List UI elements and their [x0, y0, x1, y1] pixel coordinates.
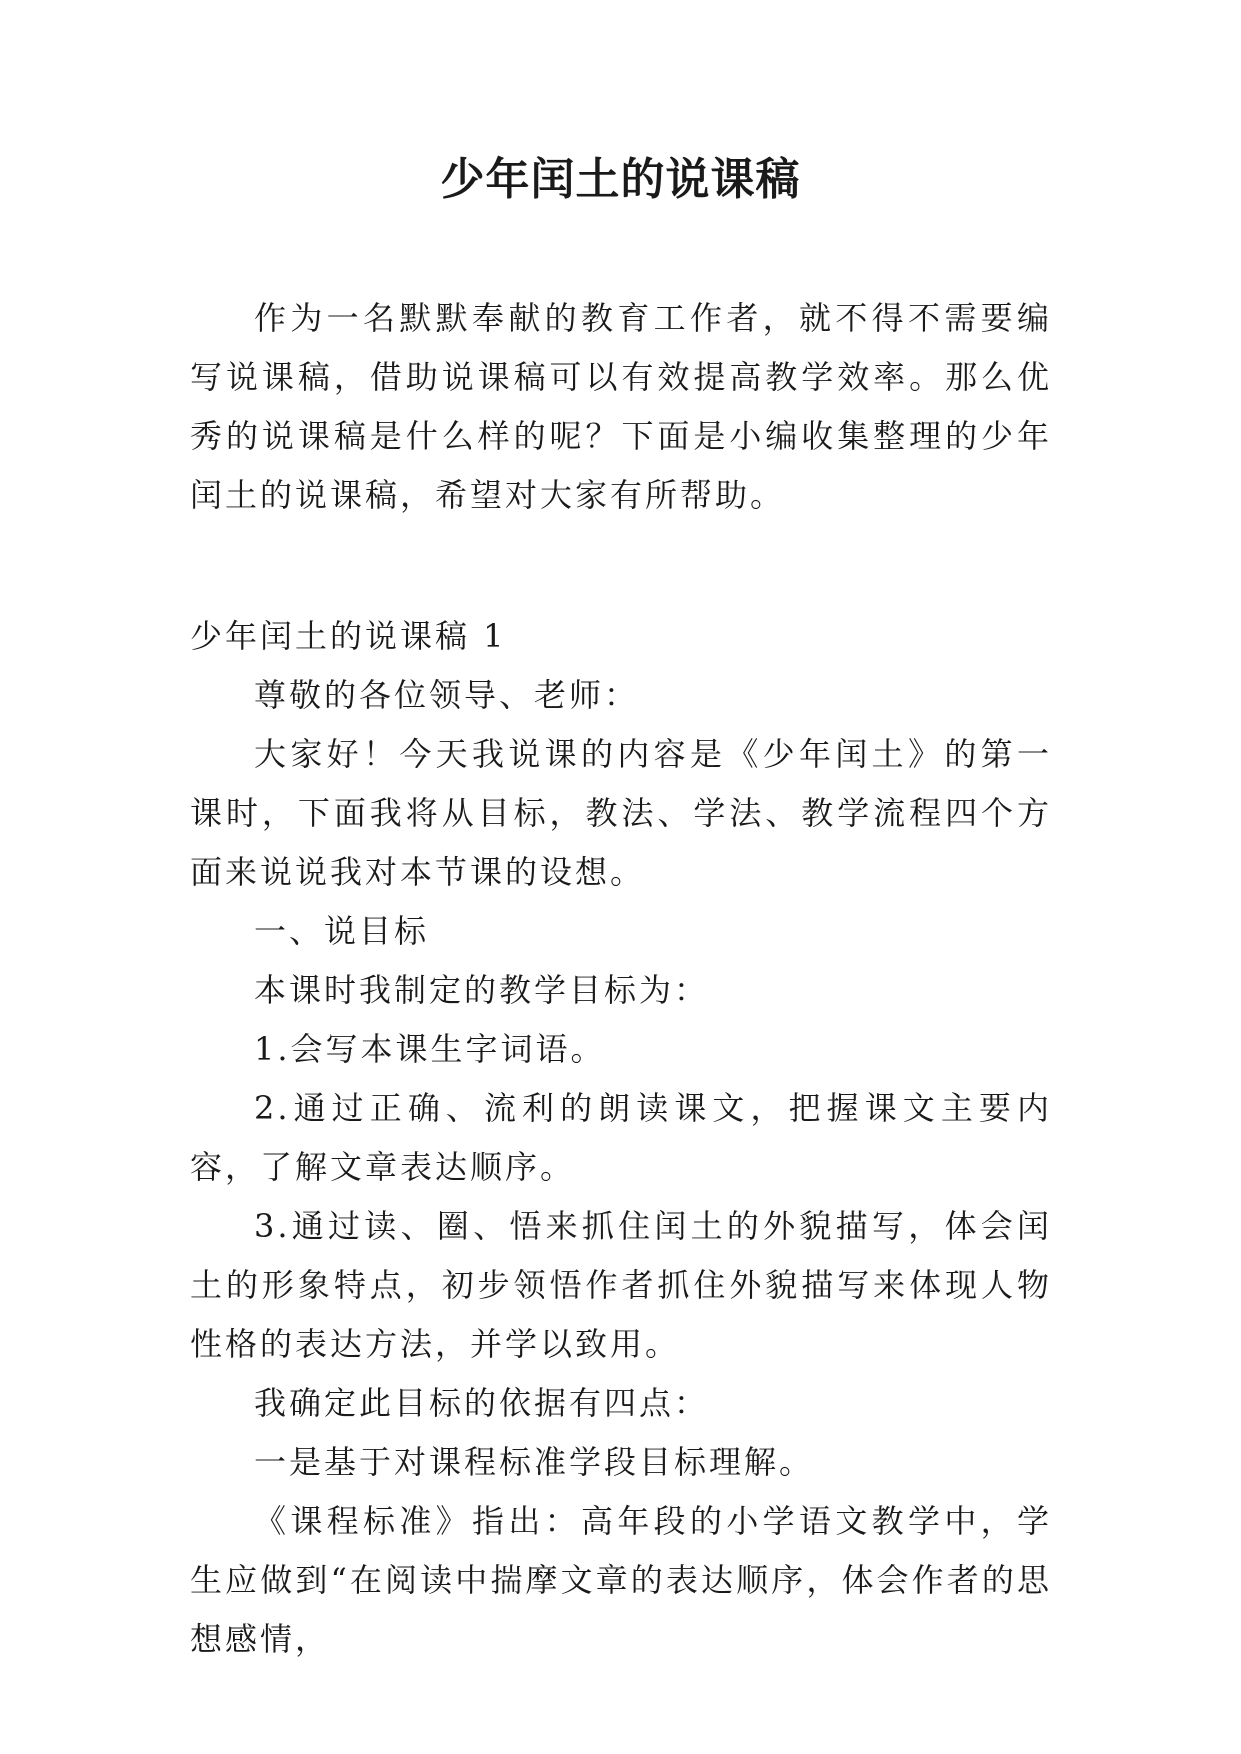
objective-item-1: 1.会写本课生字词语。	[254, 1030, 606, 1068]
paragraph-basis-one: 一是基于对课程标准学段目标理解。	[254, 1443, 815, 1481]
objective-item-2: 2.通过正确、流利的朗读课文，把握课文主要内容，了解文章表达顺序。	[190, 1089, 1052, 1186]
intro-paragraph: 作为一名默默奉献的教育工作者，就不得不需要编写说课稿，借助说课稿可以有效提高教学效率。那么优秀的说课稿是什么样的呢？下面是小编收集整理的少年闰土的说课稿，希望对大家有所帮助。	[190, 299, 1052, 514]
objective-item-3: 3.通过读、圈、悟来抓住闰土的外貌描写，体会闰土的形象特点，初步领悟作者抓住外貌描写来体现人物性格的表达方法，并学以致用。	[190, 1207, 1052, 1363]
paragraph-curriculum-standard: 《课程标准》指出：高年段的小学语文教学中，学生应做到“在阅读中揣摩文章的表达顺序，体会作者的思想感情，	[190, 1502, 1052, 1658]
section-title: 少年闰土的说课稿 1	[190, 617, 507, 655]
document-body	[190, 289, 1052, 1669]
document-title: 少年闰土的说课稿	[440, 154, 801, 205]
paragraph-basis-intro: 我确定此目标的依据有四点：	[254, 1384, 710, 1422]
paragraph-objectives-intro: 本课时我制定的教学目标为：	[254, 971, 710, 1009]
heading-objectives: 一、说目标	[254, 912, 430, 950]
paragraph-opening: 大家好！今天我说课的内容是《少年闰土》的第一课时，下面我将从目标，教法、学法、教学流程四个方面来说说我对本节课的设想。	[190, 735, 1052, 891]
paragraph-greeting: 尊敬的各位领导、老师：	[254, 676, 640, 714]
